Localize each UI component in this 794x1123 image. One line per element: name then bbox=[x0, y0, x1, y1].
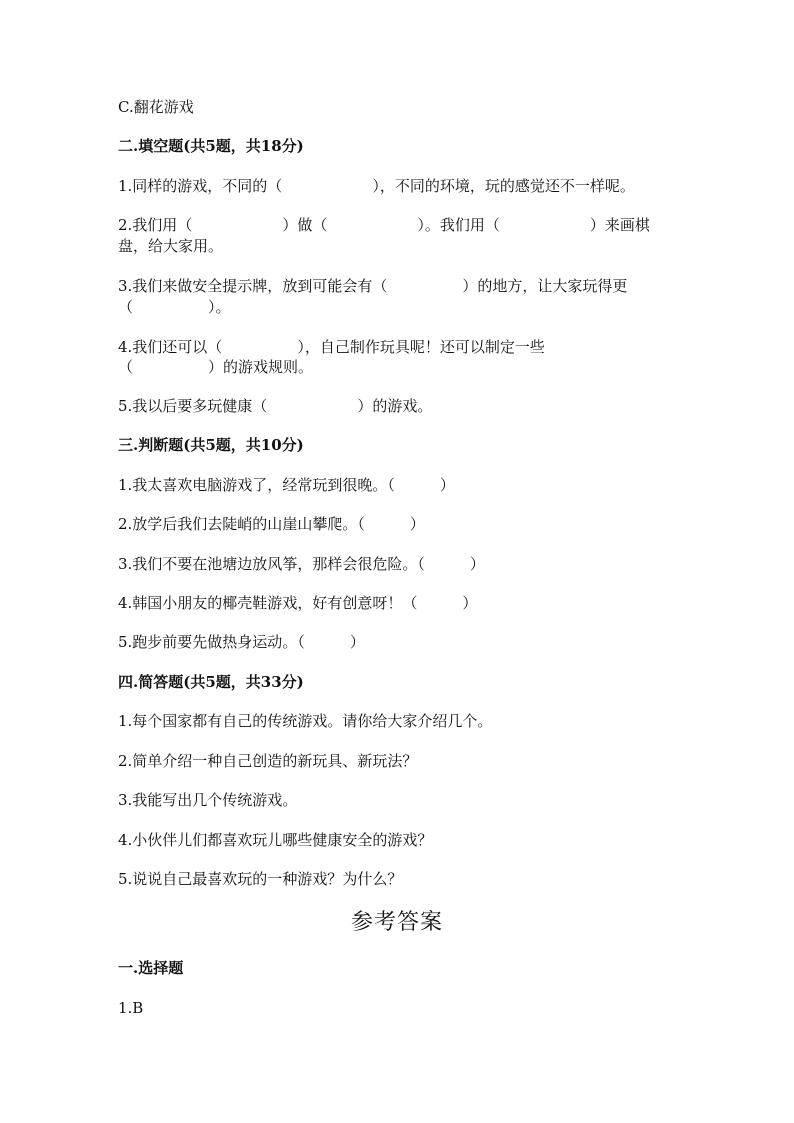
answer-title: 参考答案 bbox=[350, 910, 443, 935]
judge-q5: 5.跑步前要先做热身运动。（ ） bbox=[118, 633, 365, 651]
answer-section-heading: 一.选择题 bbox=[118, 959, 184, 977]
fill-blank-q1: 1.同样的游戏，不同的（ ），不同的环境，玩的感觉还不一样呢。 bbox=[118, 177, 635, 195]
fill-blank-q3-line2: （ ）。 bbox=[118, 298, 231, 316]
fill-blank-q4-line1: 4.我们还可以（ ），自己制作玩具呢！还可以制定一些 bbox=[118, 338, 545, 356]
short-answer-q3: 3.我能写出几个传统游戏。 bbox=[118, 791, 298, 809]
judge-q1: 1.我太喜欢电脑游戏了，经常玩到很晚。（ ） bbox=[118, 476, 455, 494]
section-judge-heading: 三.判断题(共5题，共10分) bbox=[118, 436, 304, 454]
fill-blank-q2-line2: 盘，给大家用。 bbox=[118, 237, 224, 255]
fill-blank-q2-line1: 2.我们用（ ）做（ ）。我们用（ ）来画棋 bbox=[118, 216, 650, 234]
judge-q3: 3.我们不要在池塘边放风筝，那样会很危险。（ ） bbox=[118, 555, 485, 573]
section-short-answer-heading: 四.简答题(共5题，共33分) bbox=[118, 673, 304, 691]
judge-q2: 2.放学后我们去陡峭的山崖山攀爬。（ ） bbox=[118, 515, 425, 533]
fill-blank-q3-line1: 3.我们来做安全提示牌，放到可能会有（ ）的地方，让大家玩得更 bbox=[118, 277, 628, 295]
short-answer-q4: 4.小伙伴儿们都喜欢玩儿哪些健康安全的游戏？ bbox=[118, 831, 433, 849]
answer-1: 1.B bbox=[118, 999, 144, 1017]
fill-blank-q4-line2: （ ）的游戏规则。 bbox=[118, 358, 314, 376]
section-fill-blank-heading: 二.填空题(共5题，共18分) bbox=[118, 137, 304, 155]
option-c: C.翻花游戏 bbox=[118, 98, 194, 116]
short-answer-q1: 1.每个国家都有自己的传统游戏。请你给大家介绍几个。 bbox=[118, 712, 493, 730]
fill-blank-q5: 5.我以后要多玩健康（ ）的游戏。 bbox=[118, 397, 433, 415]
judge-q4: 4.韩国小朋友的椰壳鞋游戏，好有创意呀！（ ） bbox=[118, 594, 478, 612]
short-answer-q5: 5.说说自己最喜欢玩的一种游戏？为什么？ bbox=[118, 870, 403, 888]
short-answer-q2: 2.简单介绍一种自己创造的新玩具、新玩法？ bbox=[118, 752, 418, 770]
